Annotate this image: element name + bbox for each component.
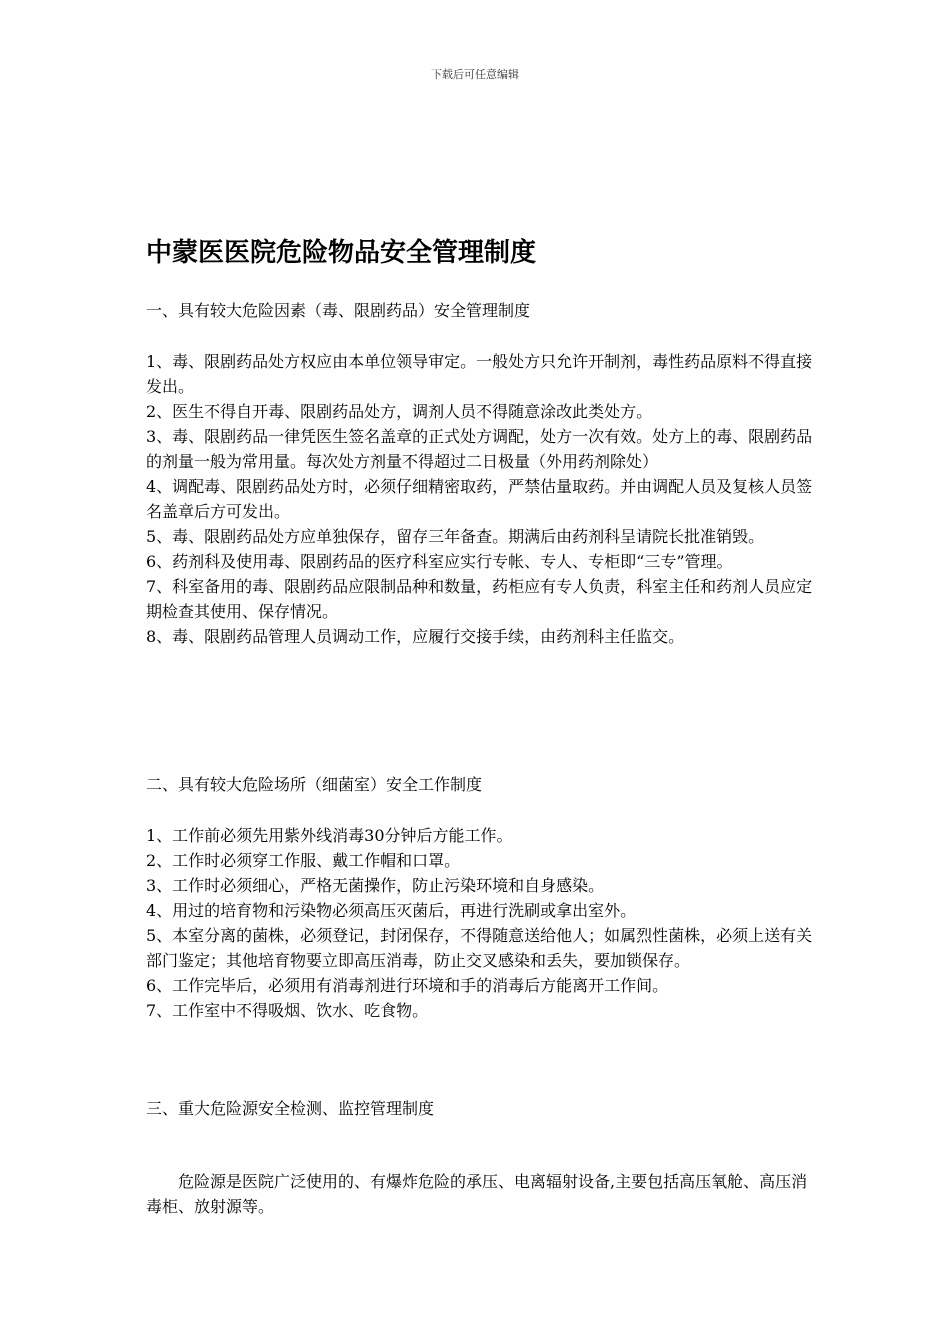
list-item: 1、工作前必须先用紫外线消毒30分钟后方能工作。 xyxy=(146,826,513,845)
section-3 xyxy=(146,1096,816,1219)
list-item: 2、工作时必须穿工作服、戴工作帽和口罩。 xyxy=(146,851,461,870)
list-item: 3、工作时必须细心，严格无菌操作，防止污染环境和自身感染。 xyxy=(146,876,605,895)
list-item: 5、毒、限剧药品处方应单独保存，留存三年备查。期满后由药剂科呈请院长批准销毁。 xyxy=(146,527,765,546)
section-body: 危险源是医院广泛使用的、有爆炸危险的承压、电离辐射设备,主要包括高压氧舱、高压消毒柜、放射源等。 xyxy=(146,1172,808,1216)
list-item: 6、药剂科及使用毒、限剧药品的医疗科室应实行专帐、专人、专柜即“三专”管理。 xyxy=(146,552,733,571)
section-heading: 二、具有较大危险场所（细菌室）安全工作制度 xyxy=(146,775,483,794)
list-item: 1、毒、限剧药品处方权应由本单位领导审定。一般处方只允许开制剂，毒性药品原料不得直接发出。 xyxy=(146,352,813,396)
list-item: 3、毒、限剧药品一律凭医生签名盖章的正式处方调配，处方一次有效。处方上的毒、限剧药品的剂量一般为常用量。每次处方剂量不得超过二日极量（外用药剂除处） xyxy=(146,427,813,471)
header-note: 下载后可任意编辑 xyxy=(431,68,519,81)
list-item: 6、工作完毕后，必须用有消毒剂进行环境和手的消毒后方能离开工作间。 xyxy=(146,976,669,995)
section-heading: 一、具有较大危险因素（毒、限剧药品）安全管理制度 xyxy=(146,301,531,320)
section-items xyxy=(146,349,816,649)
document-title: 中蒙医医院危险物品安全管理制度 xyxy=(146,238,537,268)
list-item: 7、工作室中不得吸烟、饮水、吃食物。 xyxy=(146,1001,429,1020)
list-item: 8、毒、限剧药品管理人员调动工作，应履行交接手续，由药剂科主任监交。 xyxy=(146,627,685,646)
section-heading: 三、重大危险源安全检测、监控管理制度 xyxy=(146,1099,435,1118)
section-items xyxy=(146,823,816,1023)
section-1 xyxy=(146,298,816,649)
section-2 xyxy=(146,772,816,1023)
list-item: 4、用过的培育物和污染物必须高压灭菌后，再进行洗刷或拿出室外。 xyxy=(146,901,637,920)
list-item: 5、本室分离的菌株，必须登记，封闭保存，不得随意送给他人；如属烈性菌株，必须上送有关部门鉴定；其他培育物要立即高压消毒，防止交叉感染和丢失，要加锁保存。 xyxy=(146,926,813,970)
list-item: 2、医生不得自开毒、限剧药品处方，调剂人员不得随意涂改此类处方。 xyxy=(146,402,653,421)
list-item: 4、调配毒、限剧药品处方时，必须仔细精密取药，严禁估量取药。并由调配人员及复核人员签名盖章后方可发出。 xyxy=(146,477,813,521)
list-item: 7、科室备用的毒、限剧药品应限制品种和数量，药柜应有专人负责，科室主任和药剂人员应定期检查其使用、保存情况。 xyxy=(146,577,813,621)
